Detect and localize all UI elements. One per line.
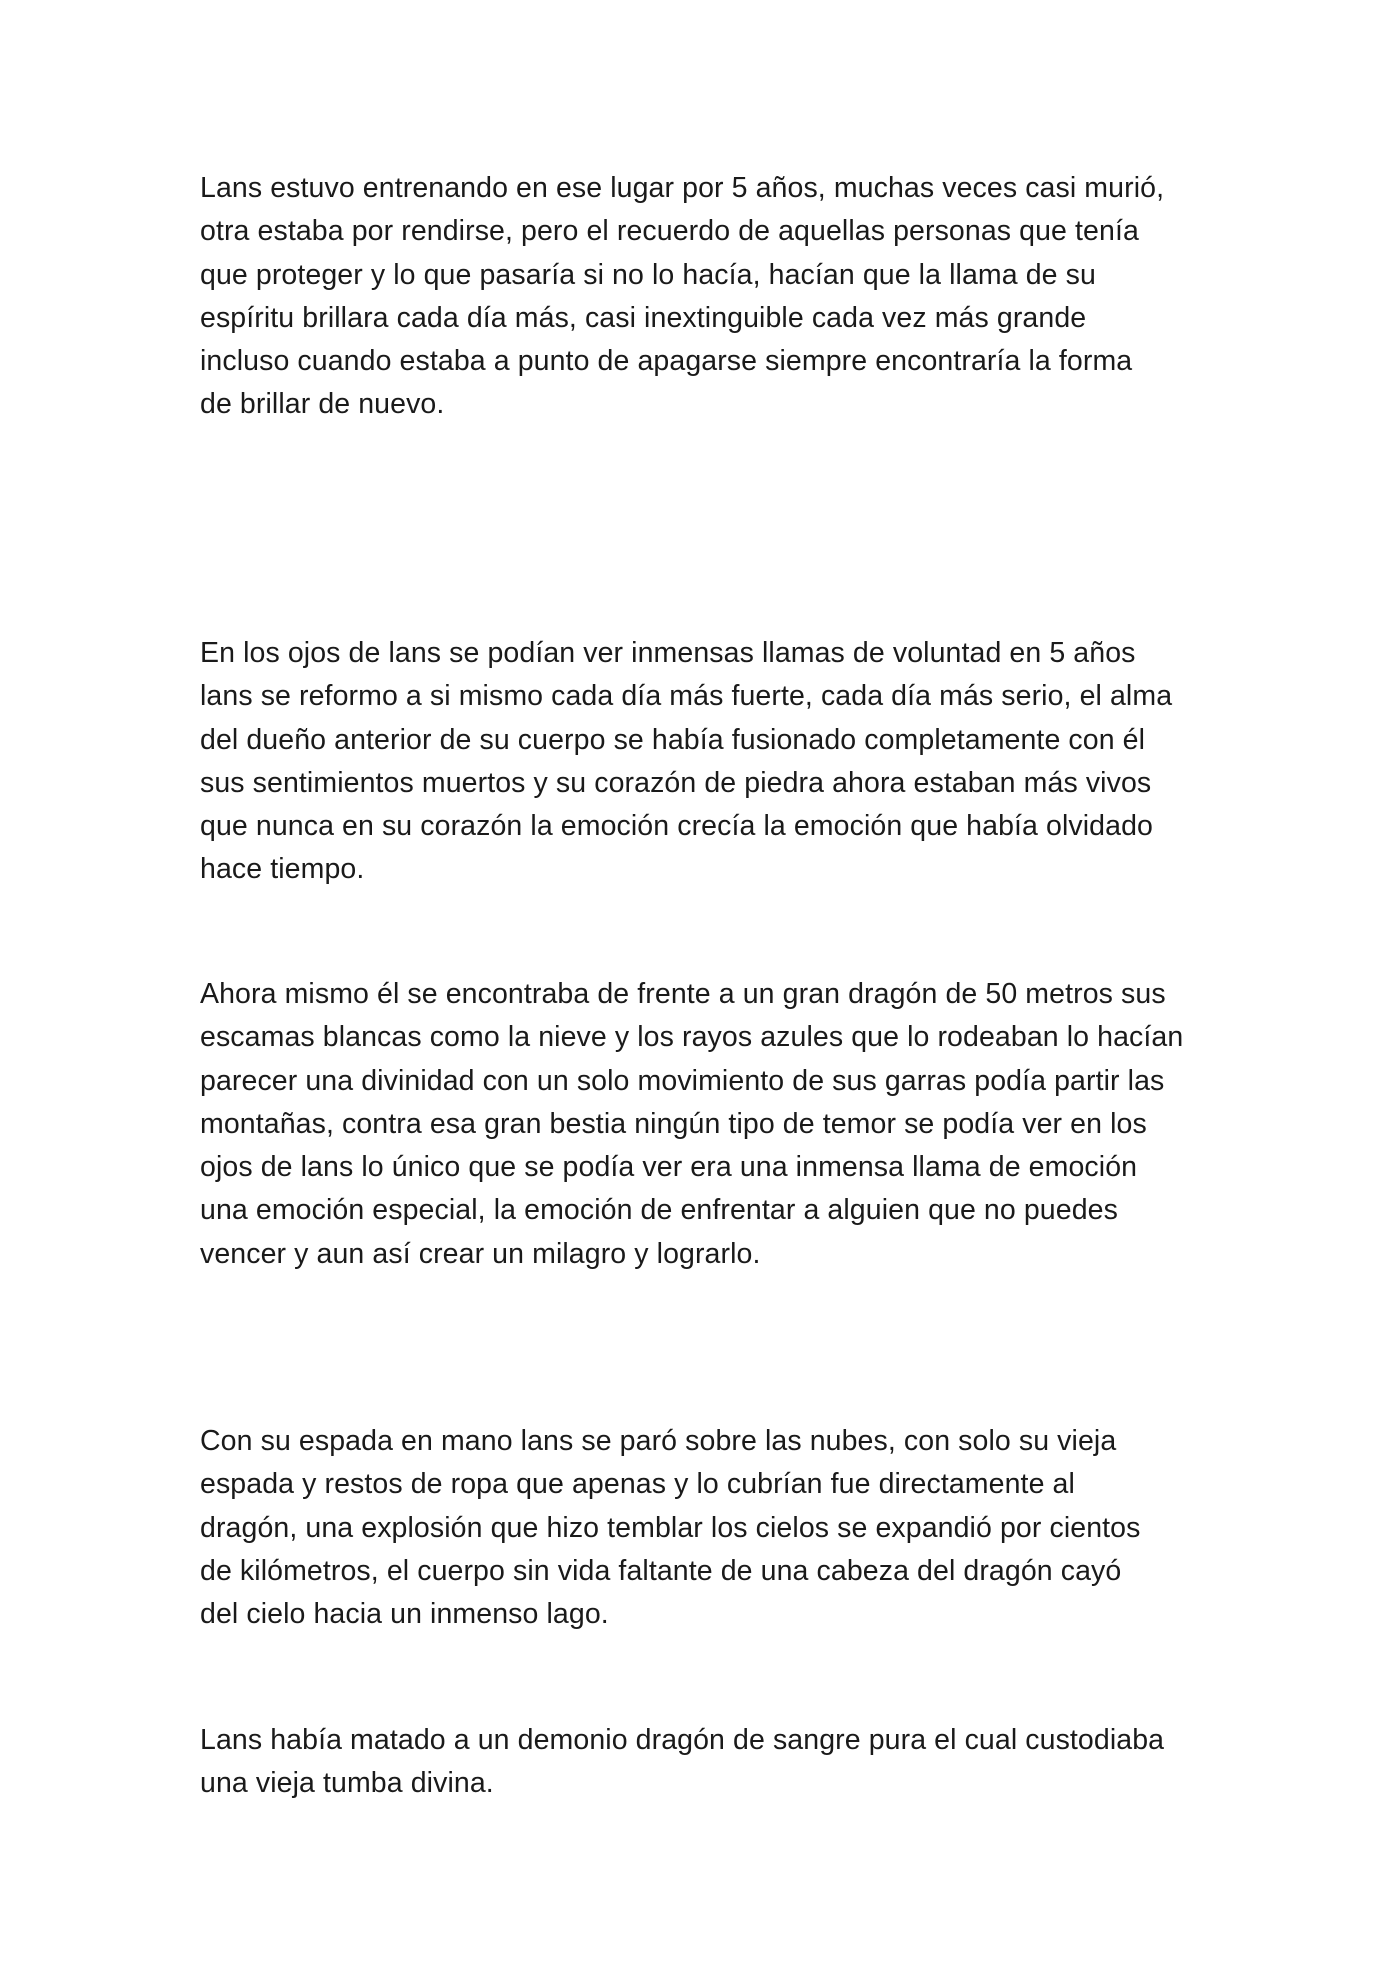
paragraph-will — [200, 632, 1210, 892]
paragraph-dragon — [200, 973, 1210, 1276]
text-line: una vieja tumba divina. — [200, 1767, 494, 1800]
text-line: vencer y aun así crear un milagro y lograrlo. — [200, 1237, 761, 1270]
text-line: Lans estuvo entrenando en ese lugar por 5 años, muchas veces casi murió, — [200, 172, 1165, 204]
text-line: que proteger y lo que pasaría si no lo hacía, hacían que la llama de su — [200, 258, 1096, 291]
text-line: espíritu brillara cada día más, casi inextinguible cada vez más grande — [200, 301, 1087, 334]
text-line: del dueño anterior de su cuerpo se había fusionado completamente con él — [200, 723, 1146, 756]
text-line: hace tiempo. — [200, 853, 365, 886]
text-line: montañas, contra esa gran bestia ningún tipo de temor se podía ver en los — [200, 1107, 1147, 1140]
text-line: otra estaba por rendirse, pero el recuerdo de aquellas personas que tenía — [200, 215, 1139, 248]
text-line: de brillar de nuevo. — [200, 388, 445, 421]
text-line: En los ojos de lans se podían ver inmensas llamas de voluntad en 5 años — [200, 637, 1136, 669]
text-line: escamas blancas como la nieve y los rayos azules que lo rodeaban lo hacían — [200, 1021, 1184, 1054]
text-line: de kilómetros, el cuerpo sin vida faltante de una cabeza del dragón cayó — [200, 1554, 1122, 1587]
text-line: Ahora mismo él se encontraba de frente a un gran dragón de 50 metros sus — [200, 978, 1166, 1010]
text-line: parecer una divinidad con un solo movimiento de sus garras podía partir las — [200, 1064, 1165, 1097]
text-line: incluso cuando estaba a punto de apagarse siempre encontraría la forma — [200, 345, 1133, 378]
text-line: dragón, una explosión que hizo temblar los cielos se expandió por cientos — [200, 1511, 1141, 1544]
text-line: espada y restos de ropa que apenas y lo cubrían fue directamente al — [200, 1468, 1075, 1501]
text-line: que nunca en su corazón la emoción crecía la emoción que había olvidado — [200, 810, 1153, 843]
paragraph-training — [200, 167, 1210, 427]
text-line: Lans había matado a un demonio dragón de sangre pura el cual custodiaba — [200, 1724, 1165, 1756]
text-line: Con su espada en mano lans se paró sobre las nubes, con solo su vieja — [200, 1425, 1117, 1457]
text-line: sus sentimientos muertos y su corazón de piedra ahora estaban más vivos — [200, 766, 1152, 799]
text-line: lans se reformo a si mismo cada día más fuerte, cada día más serio, el alma — [200, 680, 1173, 713]
text-line: ojos de lans lo único que se podía ver era una inmensa llama de emoción — [200, 1151, 1138, 1184]
paragraph-battle — [200, 1420, 1210, 1636]
paragraph-victory — [200, 1719, 1210, 1806]
text-line: del cielo hacia un inmenso lago. — [200, 1598, 609, 1631]
text-line: una emoción especial, la emoción de enfrentar a alguien que no puedes — [200, 1194, 1118, 1227]
